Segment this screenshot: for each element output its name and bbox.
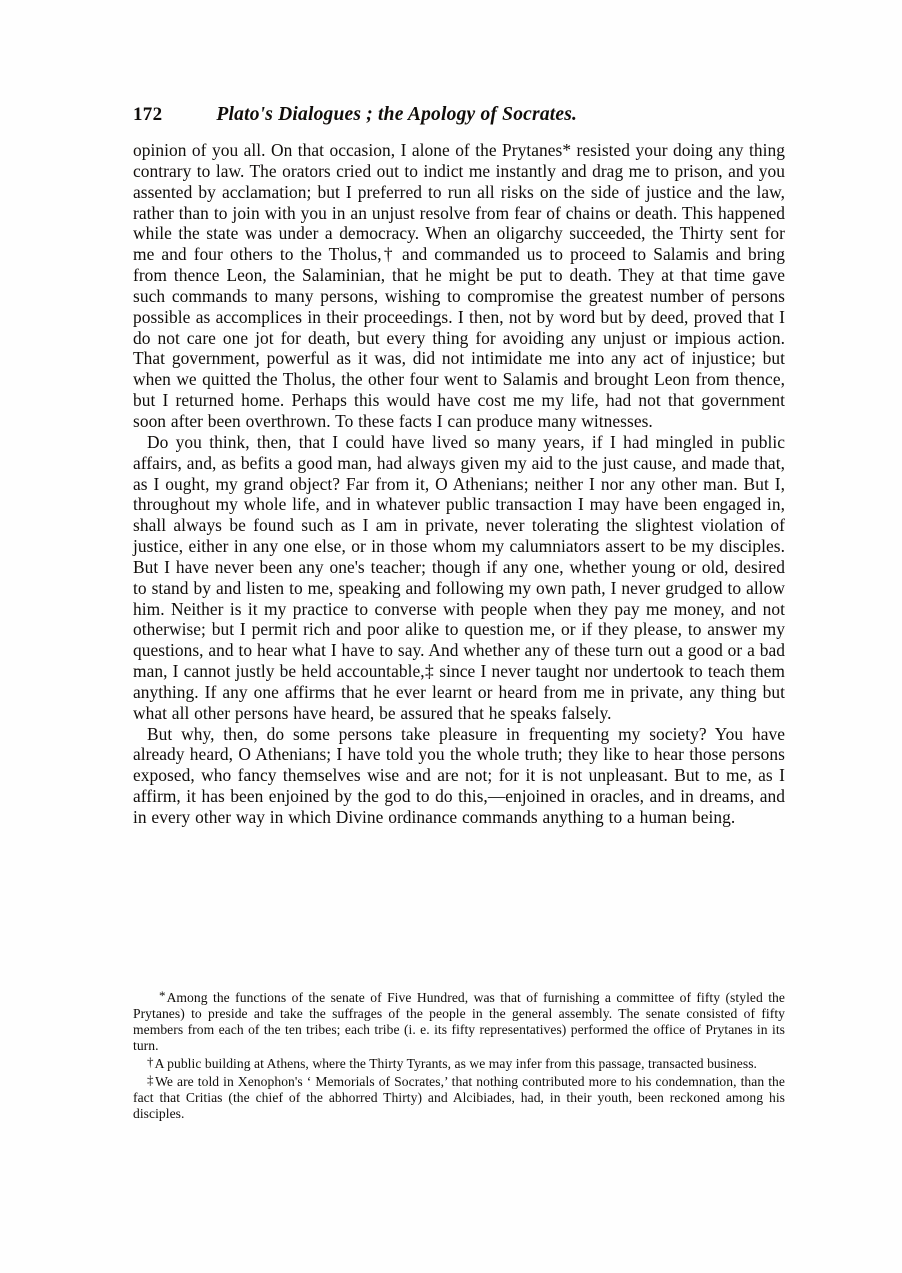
- footnote-marker: *: [159, 988, 166, 1003]
- footnote-asterisk: [133, 988, 785, 1054]
- paragraph: But why, then, do some persons take pleasure in frequenting my society? You have already heard, O Athenians; I have told you the whole truth; they like to hear those persons exposed, who fancy themselves wise and are not; for it is not unpleasant. But to me, as I affirm, it has been enjoined by the god to do this,—enjoined in oracles, and in dreams, and in every other way in which Divine ordinance commands anything to a human being.: [133, 723, 785, 827]
- footnote-text: Among the functions of the senate of Five Hundred, was that of furnishing a committee of fifty (styled the Prytanes) to preside and take the suffrages of the people in the general assembly. The senate consisted of fifty members from each of the ten tribes; each tribe (i. e. its fifty representatives) performed the office of Prytanes in its turn.: [133, 989, 785, 1054]
- footnote-text: A public building at Athens, where the Thirty Tyrants, as we may infer from this passage, transacted business.: [154, 1056, 757, 1072]
- paragraph: Do you think, then, that I could have lived so many years, if I had mingled in public affairs, and, as befits a good man, had always given my aid to the just cause, and made that, as I ought, my grand object? Far from it, O Athenians; neither I nor any other man. But I, throughout my whole life, and in whatever public transaction I may have been engaged in, shall always be found such as I am in private, never tolerating the slightest violation of justice, either in any one else, or in those whom my calumniators assert to be my disciples. But I have never been any one's teacher; though if any one, whether young or old, desired to stand by and listen to me, speaking and following my own path, I never grudged to allow him. Neither is it my practice to converse with people when they pay me money, and not otherwise; but I permit rich and poor alike to question me, or if they please, to answer my questions, and to hear what I have to say. And whether any of these turn out a good or a bad man, I cannot justly be held accountable,‡ since I never taught nor undertook to teach them anything. If any one affirms that he ever learnt or heard from me in private, any thing but what all other persons have heard, be assured that he speaks falsely.: [133, 431, 785, 723]
- footnote-marker: †: [147, 1054, 154, 1070]
- footnote-dagger: [133, 1054, 785, 1072]
- running-head: [133, 104, 783, 130]
- running-title: Plato's Dialogues ; the Apology of Socrates.: [216, 104, 578, 125]
- body-text: [133, 140, 785, 828]
- footnote-marker: ‡: [147, 1072, 155, 1088]
- paragraph: opinion of you all. On that occasion, I alone of the Prytanes* resisted your doing any thing contrary to law. The orators cried out to indict me instantly and drag me to prison, and you assented by acclamation; but I preferred to run all risks on the side of justice and the law, rather than to join with you in an unjust resolve from fear of chains or death. This happened while the state was under a democracy. When an oligarchy succeeded, the Thirty sent for me and four others to the Tholus,† and commanded us to proceed to Salamis and bring from thence Leon, the Salaminian, that he might be put to death. They at that time gave such commands to many persons, wishing to compromise the greatest number of persons possible as accomplices in their proceedings. I then, not by word but by deed, proved that I do not care one jot for death, but every thing for avoiding any unjust or impious action. That government, powerful as it was, did not intimidate me into any act of injustice; but when we quitted the Tholus, the other four went to Salamis and brought Leon from thence, but I returned home. Perhaps this would have cost me my life, had not that government soon after been overthrown. To these facts I can produce many witnesses.: [133, 140, 785, 431]
- footnote-block: [133, 988, 785, 1123]
- footnote-text: We are told in Xenophon's ‘ Memorials of Socrates,’ that nothing contributed more to his condemnation, than the fact that Critias (the chief of the abhorred Thirty) and Alcibiades, had, in their youth, been reckoned among his disciples.: [133, 1074, 785, 1122]
- footnote-double-dagger: [133, 1072, 785, 1122]
- page-number: 172: [133, 104, 163, 125]
